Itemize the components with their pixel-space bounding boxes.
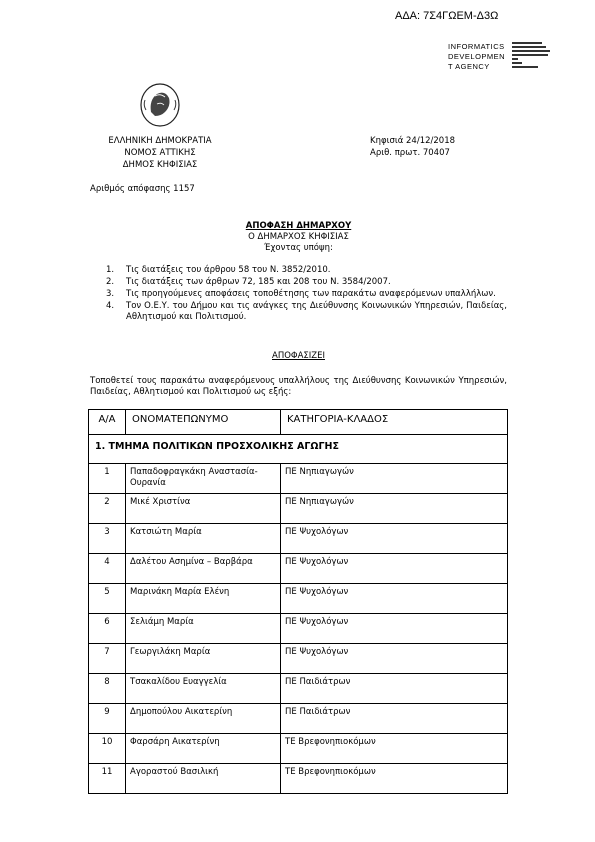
cell-category: ΤΕ Βρεφονηπιοκόμων <box>281 734 508 764</box>
ada-code: ΑΔΑ: 7Σ4ΓΩΕΜ-Δ3Ω <box>395 10 499 22</box>
list-item: 1. Τις διατάξεις του άρθρου 58 του Ν. 3852/2010. <box>106 265 331 275</box>
col-header-aa: Α/Α <box>89 410 126 435</box>
greek-republic-emblem-icon <box>137 82 183 128</box>
cell-name: Δαλέτου Ασημίνα – Βαρβάρα <box>126 554 281 584</box>
date-protocol-block <box>370 135 455 159</box>
cell-category: ΠΕ Ψυχολόγων <box>281 614 508 644</box>
table-row <box>89 764 508 794</box>
agency-line-3: T AGENCY <box>448 62 490 71</box>
staff-table <box>88 409 508 794</box>
cell-number: 6 <box>89 614 126 644</box>
list-item: 4. Τον Ο.Ε.Υ. του Δήμου και τις ανάγκες της Διεύθυνσης Κοινωνικών Υπηρεσιών, Παιδείας, Αθλητισμού και Πολιτισμού. <box>106 301 507 322</box>
list-item: 3. Τις προηγούμενες αποφάσεις τοποθέτησης των παρακάτω αναφερόμενων υπαλλήλων. <box>106 289 496 299</box>
table-row <box>89 464 508 494</box>
section-title: 1. ΤΜΗΜΑ ΠΟΛΙΤΙΚΩΝ ΠΡΟΣΧΟΛΙΚΗΣ ΑΓΩΓΗΣ <box>89 435 508 464</box>
cell-name: Μικέ Χριστίνα <box>126 494 281 524</box>
cell-number: 7 <box>89 644 126 674</box>
digital-signature-stamp <box>512 42 552 80</box>
cell-name: Γεωργιλάκη Μαρία <box>126 644 281 674</box>
issuer-line-republic: ΕΛΛΗΝΙΚΗ ΔΗΜΟΚΡΑΤΙΑ <box>108 136 212 146</box>
table-row <box>89 554 508 584</box>
table-row <box>89 494 508 524</box>
document-subtitle: Ο ΔΗΜΑΡΧΟΣ ΚΗΦΙΣΙΑΣ <box>248 232 349 242</box>
document-title: ΑΠΟΦΑΣΗ ΔΗΜΑΡΧΟΥ <box>245 221 352 231</box>
cell-category: ΠΕ Ψυχολόγων <box>281 584 508 614</box>
cell-category: ΠΕ Ψυχολόγων <box>281 524 508 554</box>
agency-line-2: DEVELOPMEN <box>448 52 506 61</box>
table-row <box>89 674 508 704</box>
col-header-name: ΟΝΟΜΑΤΕΠΩΝΥΜΟ <box>126 410 281 435</box>
cell-category: ΠΕ Παιδιάτρων <box>281 704 508 734</box>
table-row <box>89 644 508 674</box>
table-section-row <box>89 435 508 464</box>
table-row <box>89 524 508 554</box>
cell-name: Κατσιώτη Μαρία <box>126 524 281 554</box>
cell-category: ΤΕ Βρεφονηπιοκόμων <box>281 764 508 794</box>
issuer-line-municipality: ΔΗΜΟΣ ΚΗΦΙΣΙΑΣ <box>122 160 198 170</box>
decides-heading: ΑΠΟΦΑΣΙΖΕΙ <box>272 351 325 361</box>
cell-category: ΠΕ Παιδιάτρων <box>281 674 508 704</box>
cell-category: ΠΕ Ψυχολόγων <box>281 644 508 674</box>
cell-name: Αγοραστού Βασιλική <box>126 764 281 794</box>
cell-number: 10 <box>89 734 126 764</box>
cell-number: 1 <box>89 464 126 494</box>
cell-number: 2 <box>89 494 126 524</box>
cell-category: ΠΕ Νηπιαγωγών <box>281 464 508 494</box>
table-header-row <box>89 410 508 435</box>
cell-number: 9 <box>89 704 126 734</box>
agency-name <box>448 42 505 72</box>
list-item: 2. Τις διατάξεις των άρθρων 72, 185 και 208 του Ν. 3584/2007. <box>106 277 391 287</box>
having-regard-label: Έχοντας υπόψη: <box>264 243 333 253</box>
decision-heading <box>90 221 507 254</box>
table-row <box>89 584 508 614</box>
table-row <box>89 734 508 764</box>
document-date: Κηφισιά 24/12/2018 <box>370 136 456 146</box>
placement-intro: Τοποθετεί τους παρακάτω αναφερόμενους υπαλλήλους της Διεύθυνσης Κοινωνικών Υπηρεσιών, Παιδείας, Αθλητισμού και Πολιτισμού ως εξής: <box>90 376 507 397</box>
cell-number: 3 <box>89 524 126 554</box>
cell-name: Σελιάμη Μαρία <box>126 614 281 644</box>
issuer-line-prefecture: ΝΟΜΟΣ ΑΤΤΙΚΗΣ <box>124 148 196 158</box>
cell-number: 4 <box>89 554 126 584</box>
protocol-number: Αριθ. πρωτ. 70407 <box>370 148 450 158</box>
decision-number: Αριθμός απόφασης 1157 <box>90 184 195 194</box>
cell-category: ΠΕ Ψυχολόγων <box>281 554 508 584</box>
cell-number: 5 <box>89 584 126 614</box>
issuer-block <box>100 135 220 171</box>
signature-text-icon <box>512 42 552 78</box>
cell-name: Μαρινάκη Μαρία Ελένη <box>126 584 281 614</box>
cell-number: 11 <box>89 764 126 794</box>
considerations-list <box>90 265 507 324</box>
table-row <box>89 614 508 644</box>
col-header-category: ΚΑΤΗΓΟΡΙΑ-ΚΛΑΔΟΣ <box>281 410 508 435</box>
cell-name: Φαρσάρη Αικατερίνη <box>126 734 281 764</box>
cell-name: Δημοπούλου Αικατερίνη <box>126 704 281 734</box>
cell-category: ΠΕ Νηπιαγωγών <box>281 494 508 524</box>
cell-number: 8 <box>89 674 126 704</box>
cell-name: Τσακαλίδου Ευαγγελία <box>126 674 281 704</box>
agency-line-1: INFORMATICS <box>448 42 505 51</box>
cell-name: Παπαδοφραγκάκη Αναστασία-Ουρανία <box>126 464 281 494</box>
table-row <box>89 704 508 734</box>
